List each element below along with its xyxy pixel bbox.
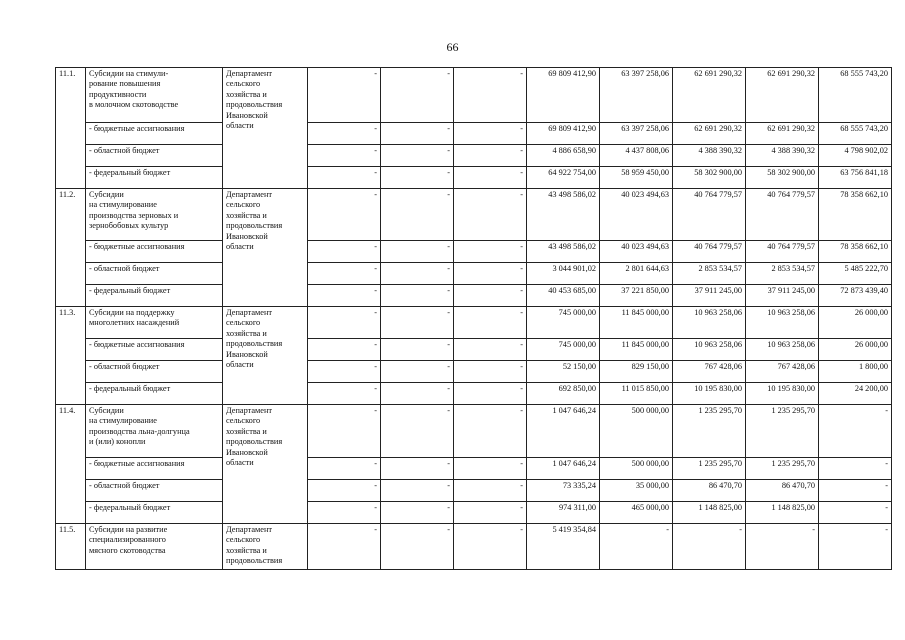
value-cell: - [308,502,381,524]
section-code: 11.2. [56,189,86,307]
table-row [56,502,892,524]
value-cell: - [454,123,527,145]
value-cell: - [454,524,527,570]
department-cell: Департамент сельского хозяйства и продовольствия Ивановской области [223,405,308,524]
value-cell: 2 853 534,57 [746,263,819,285]
value-cell: 63 397 258,06 [600,123,673,145]
value-cell: - [381,263,454,285]
value-cell: - [308,339,381,361]
value-cell: - [819,458,892,480]
value-cell: 43 498 586,02 [527,241,600,263]
value-cell: 86 470,70 [673,480,746,502]
budget-table [55,67,892,570]
value-cell: 4 886 658,90 [527,145,600,167]
page-number: 66 [446,40,459,54]
value-cell: 1 235 295,70 [746,405,819,458]
value-cell: 1 235 295,70 [746,458,819,480]
value-cell: - [381,339,454,361]
value-cell: - [381,285,454,307]
value-cell: 10 963 258,06 [746,339,819,361]
value-cell: 40 023 494,63 [600,189,673,241]
section-title: Субсидии на развитие специализированного мясного скотоводства [86,524,223,570]
value-cell: - [819,524,892,570]
value-cell: - [746,524,819,570]
value-cell: 78 358 662,10 [819,189,892,241]
value-cell: 73 335,24 [527,480,600,502]
value-cell: 2 853 534,57 [673,263,746,285]
value-cell: 69 809 412,90 [527,123,600,145]
value-cell: - [381,383,454,405]
value-cell: 4 388 390,32 [746,145,819,167]
row-label: - областной бюджет [86,263,223,285]
value-cell: - [381,361,454,383]
value-cell: - [381,189,454,241]
value-cell: - [381,458,454,480]
value-cell: - [308,123,381,145]
value-cell: - [381,524,454,570]
value-cell: - [308,285,381,307]
table-row [56,189,892,241]
value-cell: 52 150,00 [527,361,600,383]
value-cell: 5 419 354,84 [527,524,600,570]
value-cell: 10 195 830,00 [746,383,819,405]
value-cell: 26 000,00 [819,307,892,339]
value-cell: 62 691 290,32 [673,68,746,123]
value-cell: - [381,405,454,458]
value-cell: 63 397 258,06 [600,68,673,123]
value-cell: 4 437 808,06 [600,145,673,167]
value-cell: - [308,480,381,502]
value-cell: - [454,339,527,361]
value-cell: - [454,263,527,285]
value-cell: - [381,241,454,263]
value-cell: - [308,189,381,241]
value-cell: - [819,405,892,458]
value-cell: 58 302 900,00 [673,167,746,189]
value-cell: - [454,502,527,524]
value-cell: 24 200,00 [819,383,892,405]
value-cell: - [308,307,381,339]
value-cell: 58 959 450,00 [600,167,673,189]
table-row [56,167,892,189]
table-row [56,383,892,405]
value-cell: - [454,285,527,307]
row-label: - областной бюджет [86,145,223,167]
department-cell: Департамент сельского хозяйства и продовольствия Ивановской области [223,189,308,307]
value-cell: 72 873 439,40 [819,285,892,307]
table-row [56,241,892,263]
value-cell: 10 963 258,06 [746,307,819,339]
row-label: - областной бюджет [86,361,223,383]
value-cell: 63 756 841,18 [819,167,892,189]
value-cell: 11 015 850,00 [600,383,673,405]
value-cell: 692 850,00 [527,383,600,405]
table-row [56,405,892,458]
value-cell: - [381,68,454,123]
value-cell: 1 047 646,24 [527,405,600,458]
table-row [56,123,892,145]
value-cell: 40 453 685,00 [527,285,600,307]
row-label: - федеральный бюджет [86,502,223,524]
value-cell: - [308,405,381,458]
value-cell: - [381,123,454,145]
value-cell: - [308,263,381,285]
value-cell: 40 764 779,57 [673,189,746,241]
value-cell: 11 845 000,00 [600,339,673,361]
section-code: 11.1. [56,68,86,189]
value-cell: 767 428,06 [673,361,746,383]
table-row [56,339,892,361]
department-cell: Департамент сельского хозяйства и продовольствия Ивановской области [223,68,308,189]
value-cell: 35 000,00 [600,480,673,502]
value-cell: 465 000,00 [600,502,673,524]
row-label: - бюджетные ассигнования [86,123,223,145]
value-cell: 745 000,00 [527,307,600,339]
value-cell: 62 691 290,32 [673,123,746,145]
value-cell: - [819,502,892,524]
section-title: Субсидии на стимули- рование повышения продуктивности в молочном скотоводстве [86,68,223,123]
budget-table-body [56,68,892,570]
value-cell: - [819,480,892,502]
row-label: - федеральный бюджет [86,167,223,189]
value-cell: - [381,167,454,189]
value-cell: 69 809 412,90 [527,68,600,123]
row-label: - бюджетные ассигнования [86,241,223,263]
value-cell: 37 911 245,00 [746,285,819,307]
row-label: - областной бюджет [86,480,223,502]
section-code: 11.4. [56,405,86,524]
value-cell: 1 047 646,24 [527,458,600,480]
value-cell: 3 044 901,02 [527,263,600,285]
value-cell: - [381,480,454,502]
value-cell: - [600,524,673,570]
value-cell: - [308,524,381,570]
value-cell: 10 963 258,06 [673,339,746,361]
value-cell: - [308,361,381,383]
value-cell: 4 388 390,32 [673,145,746,167]
value-cell: 40 764 779,57 [746,241,819,263]
value-cell: 500 000,00 [600,458,673,480]
value-cell: - [381,307,454,339]
value-cell: - [308,68,381,123]
value-cell: 2 801 644,63 [600,263,673,285]
value-cell: - [454,167,527,189]
table-row [56,361,892,383]
value-cell: - [454,307,527,339]
section-code: 11.3. [56,307,86,405]
value-cell: 1 235 295,70 [673,405,746,458]
value-cell: - [454,241,527,263]
value-cell: 745 000,00 [527,339,600,361]
section-code: 11.5. [56,524,86,570]
department-cell: Департамент сельского хозяйства и продовольствия [223,524,308,570]
value-cell: - [381,502,454,524]
section-title: Субсидии на стимулирование производства зерновых и зернобобовых культур [86,189,223,241]
value-cell: - [308,241,381,263]
table-row [56,68,892,123]
value-cell: 500 000,00 [600,405,673,458]
value-cell: - [454,383,527,405]
value-cell: - [308,145,381,167]
row-label: - федеральный бюджет [86,383,223,405]
value-cell: 974 311,00 [527,502,600,524]
department-cell: Департамент сельского хозяйства и продовольствия Ивановской области [223,307,308,405]
value-cell: 10 963 258,06 [673,307,746,339]
table-row [56,145,892,167]
value-cell: 40 764 779,57 [746,189,819,241]
value-cell: 4 798 902,02 [819,145,892,167]
row-label: - бюджетные ассигнования [86,339,223,361]
value-cell: 1 800,00 [819,361,892,383]
value-cell: - [673,524,746,570]
value-cell: 10 195 830,00 [673,383,746,405]
table-row [56,307,892,339]
row-label: - бюджетные ассигнования [86,458,223,480]
value-cell: 11 845 000,00 [600,307,673,339]
table-row [56,480,892,502]
value-cell: - [454,145,527,167]
value-cell: - [454,405,527,458]
value-cell: - [308,458,381,480]
value-cell: 40 764 779,57 [673,241,746,263]
value-cell: - [308,383,381,405]
table-row [56,285,892,307]
value-cell: 26 000,00 [819,339,892,361]
value-cell: 1 148 825,00 [673,502,746,524]
value-cell: 767 428,06 [746,361,819,383]
value-cell: 37 221 850,00 [600,285,673,307]
value-cell: 1 235 295,70 [673,458,746,480]
value-cell: 37 911 245,00 [673,285,746,307]
table-row [56,458,892,480]
value-cell: 58 302 900,00 [746,167,819,189]
value-cell: 78 358 662,10 [819,241,892,263]
value-cell: 829 150,00 [600,361,673,383]
value-cell: 5 485 222,70 [819,263,892,285]
table-row [56,263,892,285]
value-cell: 68 555 743,20 [819,123,892,145]
table-row [56,524,892,570]
value-cell: - [454,361,527,383]
value-cell: 62 691 290,32 [746,123,819,145]
value-cell: - [381,145,454,167]
value-cell: 40 023 494,63 [600,241,673,263]
value-cell: - [454,68,527,123]
section-title: Субсидии на поддержку многолетних насаждений [86,307,223,339]
value-cell: 86 470,70 [746,480,819,502]
value-cell: - [454,189,527,241]
value-cell: 43 498 586,02 [527,189,600,241]
value-cell: - [454,480,527,502]
value-cell: - [308,167,381,189]
value-cell: 62 691 290,32 [746,68,819,123]
value-cell: 64 922 754,00 [527,167,600,189]
section-title: Субсидии на стимулирование производства льна-долгунца и (или) конопли [86,405,223,458]
value-cell: 68 555 743,20 [819,68,892,123]
value-cell: - [454,458,527,480]
row-label: - федеральный бюджет [86,285,223,307]
value-cell: 1 148 825,00 [746,502,819,524]
